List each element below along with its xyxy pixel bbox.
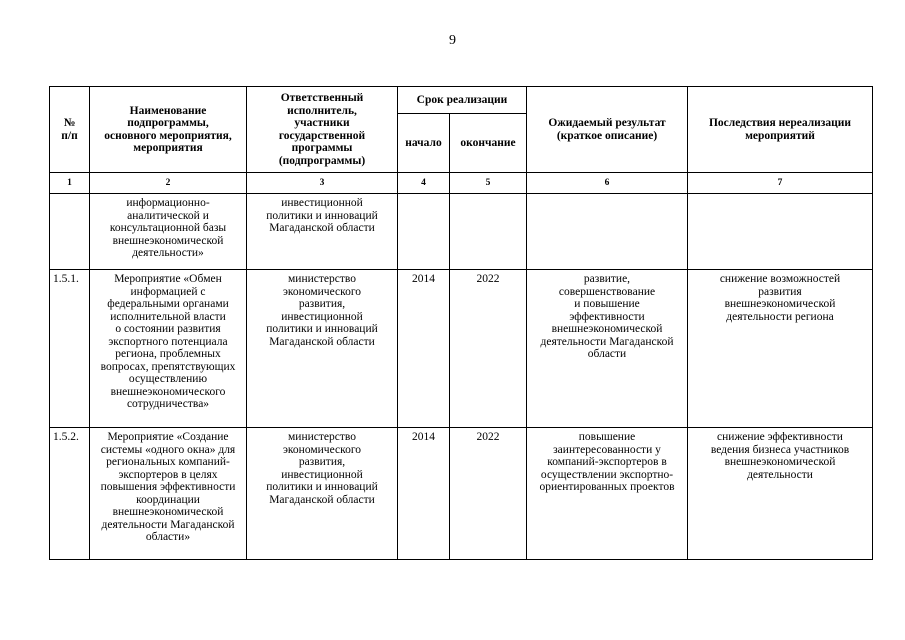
row-result: развитие, совершенствование и повышение эффективности внешнеэкономической деятельности Магаданской области: [527, 270, 688, 428]
header-result: Ожидаемый результат (краткое описание): [527, 87, 688, 173]
row-start: [398, 194, 450, 270]
row-name: информационно- аналитической и консультационной базы внешнеэкономической деятельности»: [90, 194, 247, 270]
row-end: 2022: [450, 428, 527, 560]
row-executor: инвестиционной политики и инноваций Магаданской области: [247, 194, 398, 270]
header-name: Наименование подпрограммы, основного мероприятия, мероприятия: [90, 87, 247, 173]
column-number-2: 2: [90, 173, 247, 194]
row-num: 1.5.1.: [50, 270, 90, 428]
table-row: [50, 270, 873, 428]
row-name: Мероприятие «Обмен информацией с федеральными органами исполнительной власти о состоянии развития экспортного потенциала региона, проблемных вопросах, препятствующих осуществлению внешнеэкономического сотрудничества»: [90, 270, 247, 428]
column-number-4: 4: [398, 173, 450, 194]
row-executor: министерство экономического развития, инвестиционной политики и инноваций Магаданской области: [247, 428, 398, 560]
program-activities-table: [49, 86, 873, 560]
table-row: [50, 194, 873, 270]
row-consequences: снижение возможностей развития внешнеэкономической деятельности региона: [688, 270, 873, 428]
row-consequences: [688, 194, 873, 270]
row-consequences: снижение эффективности ведения бизнеса участников внешнеэкономической деятельности: [688, 428, 873, 560]
column-number-3: 3: [247, 173, 398, 194]
row-end: [450, 194, 527, 270]
header-executor: Ответственный исполнитель, участники государственной программы (подпрограммы): [247, 87, 398, 173]
row-start: 2014: [398, 270, 450, 428]
row-name: Мероприятие «Создание системы «одного окна» для региональных компаний- экспортеров в целях повышения эффективности координации внешнеэкономической деятельности Магаданской области»: [90, 428, 247, 560]
row-result: [527, 194, 688, 270]
page-number: 9: [449, 33, 456, 48]
header-end: окончание: [450, 114, 527, 173]
row-end: 2022: [450, 270, 527, 428]
row-start: 2014: [398, 428, 450, 560]
column-number-1: 1: [50, 173, 90, 194]
row-num: 1.5.2.: [50, 428, 90, 560]
table-row: [50, 428, 873, 560]
header-num: № п/п: [50, 87, 90, 173]
row-executor: министерство экономического развития, инвестиционной политики и инноваций Магаданской области: [247, 270, 398, 428]
header-start: начало: [398, 114, 450, 173]
row-num: [50, 194, 90, 270]
column-number-6: 6: [527, 173, 688, 194]
header-term: Срок реализации: [398, 87, 527, 114]
row-result: повышение заинтересованности у компаний-экспортеров в осуществлении экспортно- ориентированных проектов: [527, 428, 688, 560]
column-number-7: 7: [688, 173, 873, 194]
column-number-5: 5: [450, 173, 527, 194]
header-consequences: Последствия нереализации мероприятий: [688, 87, 873, 173]
